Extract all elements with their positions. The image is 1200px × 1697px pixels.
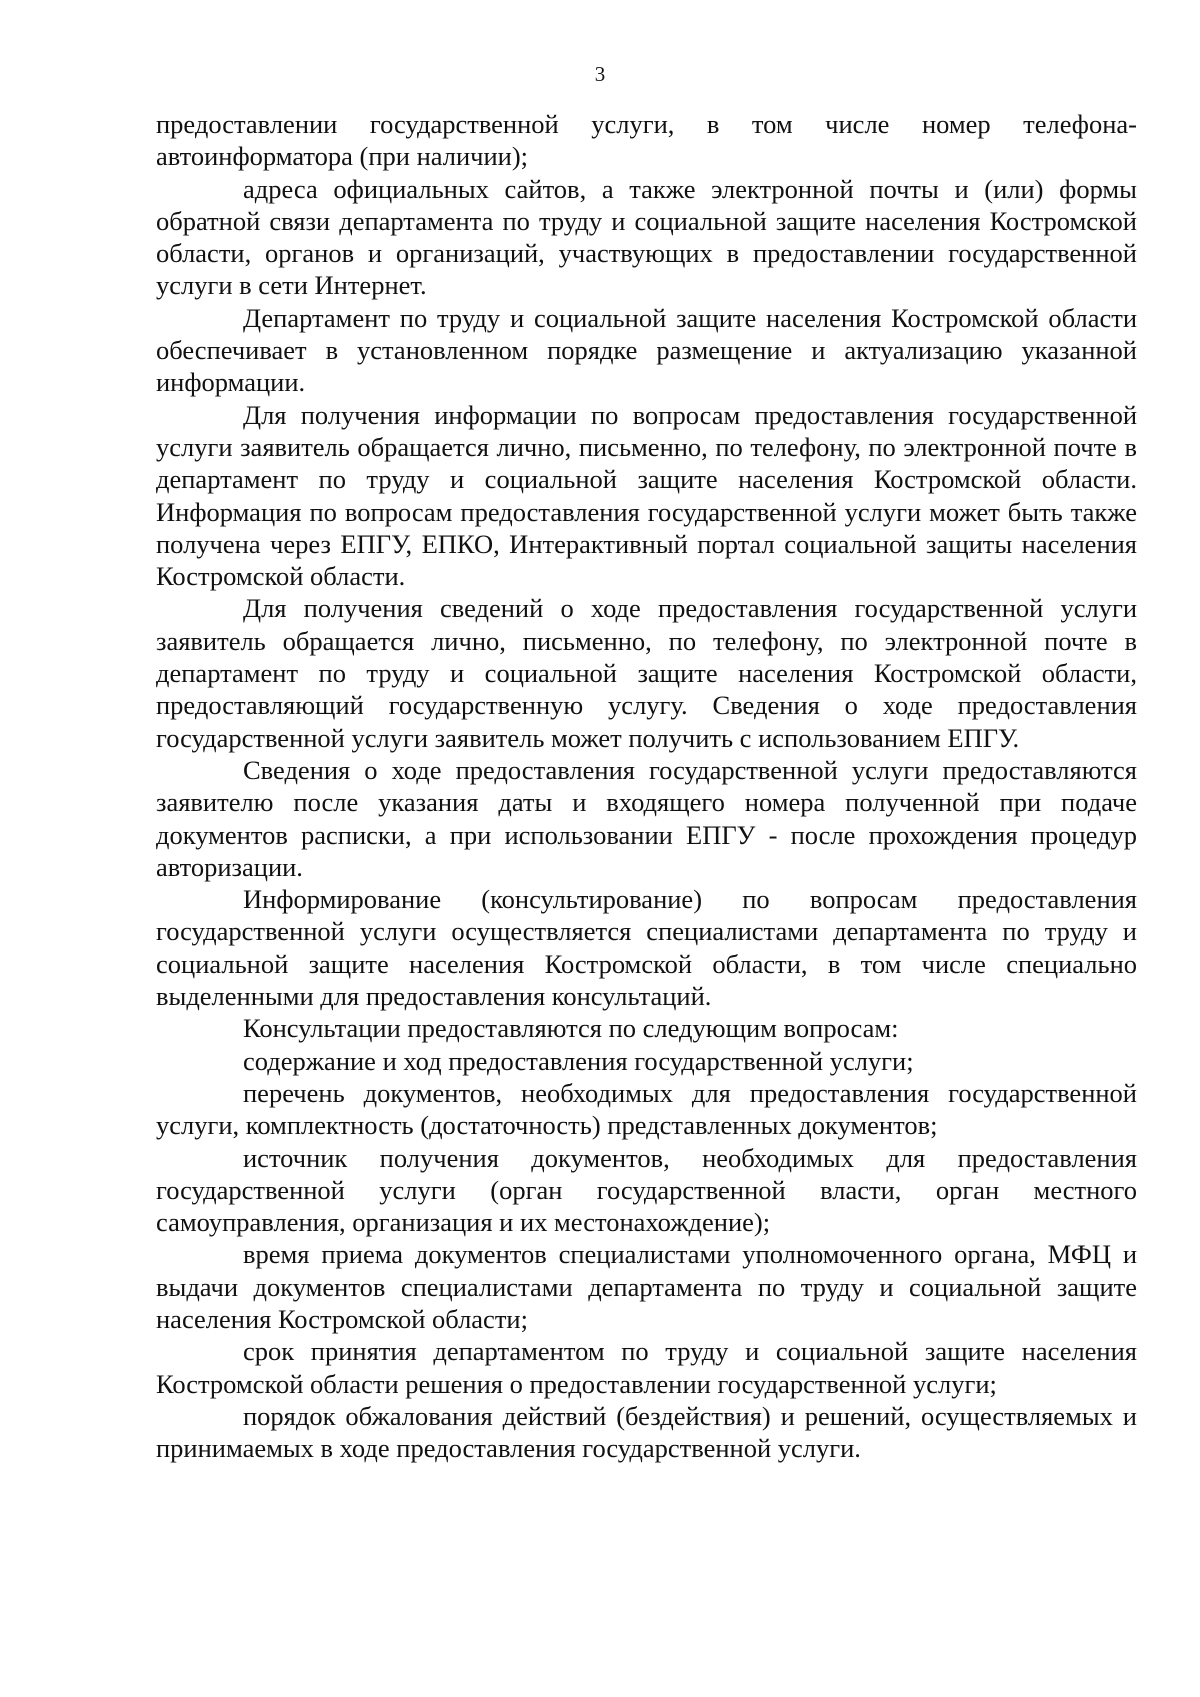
document-body xyxy=(156,108,1137,1464)
paragraph: Для получения информации по вопросам предоставления государственной услуги заявитель обращается лично, письменно, по телефону, по электронной почте в департамент по труду и социальной защите населения Костромской области. Информация по вопросам предоставления государственной услуги может быть также получена через ЕПГУ, ЕПКО, Интерактивный портал социальной защиты населения Костромской области. xyxy=(156,399,1137,592)
paragraph: Департамент по труду и социальной защите населения Костромской области обеспечивает в установленном порядке размещение и актуализацию указанной информации. xyxy=(156,302,1137,398)
paragraph: Консультации предоставляются по следующим вопросам: xyxy=(243,1013,899,1044)
list-item: источник получения документов, необходимых для предоставления государственной услуги (орган государственной власти, орган местного самоуправления, организация и их местонахождение); xyxy=(156,1142,1137,1238)
paragraph: Информирование (консультирование) по вопросам предоставления государственной услуги осуществляется специалистами департамента по труду и социальной защите населения Костромской области, в том числе специально выделенными для предоставления консультаций. xyxy=(156,884,1137,1012)
list-item: срок принятия департаментом по труду и социальной защите населения Костромской области решения о предоставлении государственной услуги; xyxy=(156,1336,1137,1399)
paragraph: адреса официальных сайтов, а также электронной почты и (или) формы обратной связи департамента по труду и социальной защите населения Костромской области, органов и организаций, участвующих в предоставлении государственной услуги в сети Интернет. xyxy=(156,173,1137,301)
page-number: 3 xyxy=(594,62,606,86)
paragraph: Для получения сведений о ходе предоставления государственной услуги заявитель обращается лично, письменно, по телефону, по электронной почте в департамент по труду и социальной защите населения Костромской области, предоставляющий государственную услугу. Сведения о ходе предоставления государственной услуги заявитель может получить с использованием ЕПГУ. xyxy=(156,593,1137,753)
list-item: время приема документов специалистами уполномоченного органа, МФЦ и выдачи документов специалистами департамента по труду и социальной защите населения Костромской области; xyxy=(156,1239,1137,1334)
list-item: порядок обжалования действий (бездействия) и решений, осуществляемых и принимаемых в ходе предоставления государственной услуги. xyxy=(156,1400,1137,1464)
paragraph-continuation: предоставлении государственной услуги, в том числе номер телефона-автоинформатора (при наличии); xyxy=(156,109,1137,172)
list-item: содержание и ход предоставления государственной услуги; xyxy=(243,1045,914,1076)
paragraph: Сведения о ходе предоставления государственной услуги предоставляются заявителю после указания даты и входящего номера полученной при подаче документов расписки, а при использовании ЕПГУ - после прохождения процедур авторизации. xyxy=(156,754,1137,882)
list-item: перечень документов, необходимых для предоставления государственной услуги, комплектность (достаточность) представленных документов; xyxy=(156,1077,1137,1141)
